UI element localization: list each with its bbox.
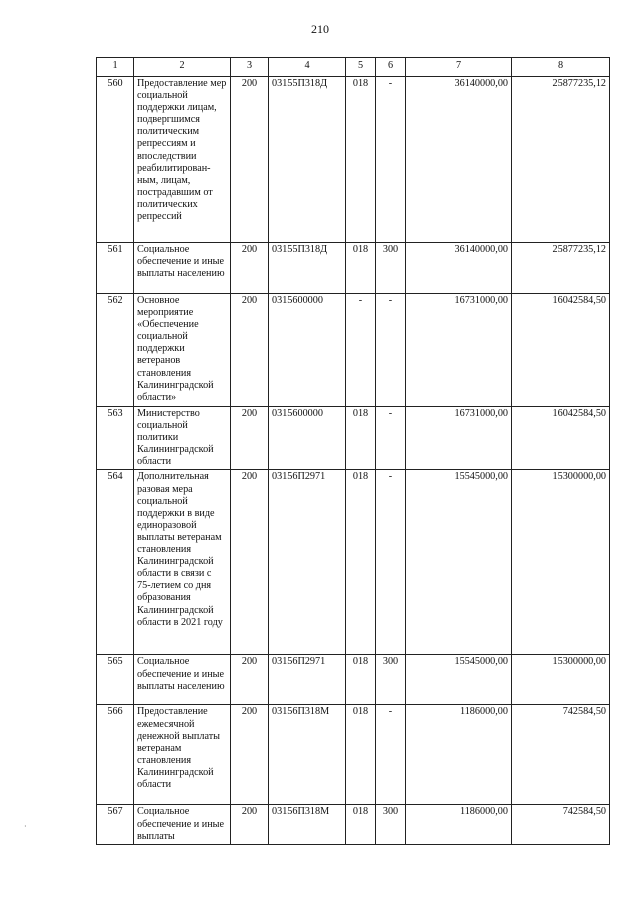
row-col-5: 018 (346, 407, 376, 470)
table-row (97, 407, 610, 470)
row-col-5: - (346, 294, 376, 407)
row-col-8: 16042584,50 (512, 407, 610, 470)
header-col-6: 6 (376, 58, 406, 77)
row-col-6: 300 (376, 243, 406, 294)
table-row (97, 805, 610, 844)
row-col-3: 200 (231, 705, 269, 805)
row-col-7: 1186000,00 (406, 705, 512, 805)
row-col-6: 300 (376, 655, 406, 705)
row-col-3: 200 (231, 805, 269, 844)
row-col-8: 15300000,00 (512, 470, 610, 655)
header-col-7: 7 (406, 58, 512, 77)
row-col-6: - (376, 77, 406, 243)
row-col-3: 200 (231, 294, 269, 407)
row-col-3: 200 (231, 470, 269, 655)
row-name: Социальное обеспечение и иные выплаты населению (134, 655, 231, 705)
table-row (97, 655, 610, 705)
budget-table (96, 57, 610, 845)
row-col-6: - (376, 407, 406, 470)
header-col-1: 1 (97, 58, 134, 77)
row-code: 03155П318Д (269, 77, 346, 243)
row-name: Дополнительная разовая мера социальной поддержки в виде единоразовой выплаты ветеранам становления Калининградской области в связи с 75-летием со дня образования Калининградской области в 2021 году (134, 470, 231, 655)
row-col-6: - (376, 470, 406, 655)
row-col-7: 16731000,00 (406, 294, 512, 407)
row-col-5: 018 (346, 805, 376, 844)
row-number: 567 (97, 805, 134, 844)
row-col-3: 200 (231, 77, 269, 243)
table-row (97, 705, 610, 805)
row-name: Социальное обеспечение и иные выплаты (134, 805, 231, 844)
row-number: 563 (97, 407, 134, 470)
row-code: 03155П318Д (269, 243, 346, 294)
row-number: 561 (97, 243, 134, 294)
row-col-7: 15545000,00 (406, 470, 512, 655)
stray-mark: · (24, 822, 27, 831)
table-row (97, 294, 610, 407)
row-number: 564 (97, 470, 134, 655)
table-row (97, 243, 610, 294)
row-code: 03156П2971 (269, 655, 346, 705)
row-name: Предоставление мер социальной поддержки лицам, подвергшимся политическим репрессиям и впоследствии реабилитирован-ным, лицам, пострадавшим от политических репрессий (134, 77, 231, 243)
row-col-8: 16042584,50 (512, 294, 610, 407)
row-col-6: 300 (376, 805, 406, 844)
row-number: 562 (97, 294, 134, 407)
row-code: 0315600000 (269, 407, 346, 470)
row-number: 565 (97, 655, 134, 705)
row-col-5: 018 (346, 470, 376, 655)
row-code: 0315600000 (269, 294, 346, 407)
header-col-5: 5 (346, 58, 376, 77)
header-col-3: 3 (231, 58, 269, 77)
row-number: 566 (97, 705, 134, 805)
row-name: Основное мероприятие «Обеспечение социальной поддержки ветеранов становления Калининградской области» (134, 294, 231, 407)
header-col-4: 4 (269, 58, 346, 77)
row-col-7: 1186000,00 (406, 805, 512, 844)
row-col-6: - (376, 705, 406, 805)
row-col-5: 018 (346, 77, 376, 243)
row-code: 03156П2971 (269, 470, 346, 655)
row-name: Предоставление ежемесячной денежной выплаты ветеранам становления Калининградской области (134, 705, 231, 805)
header-col-2: 2 (134, 58, 231, 77)
header-row (97, 58, 610, 77)
row-col-5: 018 (346, 655, 376, 705)
row-name: Социальное обеспечение и иные выплаты населению (134, 243, 231, 294)
row-code: 03156П318М (269, 705, 346, 805)
row-col-7: 15545000,00 (406, 655, 512, 705)
row-col-7: 36140000,00 (406, 243, 512, 294)
row-col-7: 36140000,00 (406, 77, 512, 243)
row-col-3: 200 (231, 655, 269, 705)
row-name: Министерство социальной политики Калининградской области (134, 407, 231, 470)
row-col-5: 018 (346, 243, 376, 294)
page-number: 210 (311, 22, 329, 36)
row-col-8: 742584,50 (512, 805, 610, 844)
row-col-6: - (376, 294, 406, 407)
table-row (97, 77, 610, 243)
row-col-8: 742584,50 (512, 705, 610, 805)
row-code: 03156П318М (269, 805, 346, 844)
row-number: 560 (97, 77, 134, 243)
row-col-5: 018 (346, 705, 376, 805)
row-col-3: 200 (231, 243, 269, 294)
table-row (97, 470, 610, 655)
row-col-8: 15300000,00 (512, 655, 610, 705)
header-col-8: 8 (512, 58, 610, 77)
row-col-3: 200 (231, 407, 269, 470)
row-col-8: 25877235,12 (512, 243, 610, 294)
row-col-8: 25877235,12 (512, 77, 610, 243)
row-col-7: 16731000,00 (406, 407, 512, 470)
